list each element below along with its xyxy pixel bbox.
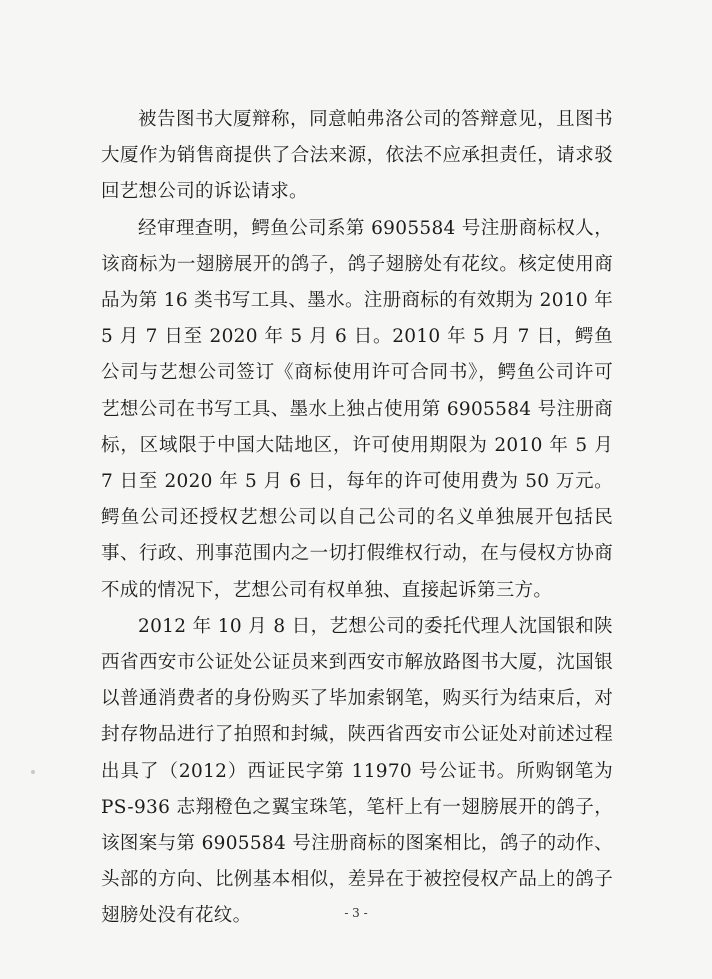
page-number: - 3 - (344, 906, 368, 920)
paragraph-defendant-reply: 被告图书大厦辩称，同意帕弗洛公司的答辩意见，且图书大厦作为销售商提供了合法来源，依法不应承担责任，请求驳回艺想公司的诉讼请求。 (101, 109, 613, 203)
paragraph-findings-purchase: 2012 年 10 月 8 日，艺想公司的委托代理人沈国银和陕西省西安市公证处公证员来到西安市解放路图书大厦，沈国银以普通消费者的身份购买了毕加索钢笔，购买行为结束后，对封存物品进行了拍照和封缄，陕西省西安市公证处对前述过程出具了（2012）西证民字第 11970 号公证书。所购钢笔为 PS-936 志翔橙色之翼宝珠笔，笔杆上有一翅膀展开的鸽子，该图案与第 6905584 号注册商标的图案相比，鸽子的动作、头部的方向、比例基本相似，差异在于被控侵权产品上的鸽子翅膀处没有花纹。 (101, 615, 613, 927)
paragraph-findings-trademark: 经审理查明，鳄鱼公司系第 6905584 号注册商标权人，该商标为一翅膀展开的鸽子，鸽子翅膀处有花纹。核定使用商品为第 16 类书写工具、墨水。注册商标的有效期为 2010 年 5 月 7 日至 2020 年 5 月 6 日。2010 年 5 月 7 日，鳄鱼公司与艺想公司签订《商标使用许可合同书》，鳄鱼公司许可艺想公司在书写工具、墨水上独占使用第 6905584 号注册商标，区域限于中国大陆地区，许可使用期限为 2010 年 5 月 7 日至 2020 年 5 月 6 日，每年的许可使用费为 50 万元。鳄鱼公司还授权艺想公司以自己公司的名义单独展开包括民事、行政、刑事范围内之一切打假维权行动，在与侵权方协商不成的情况下，艺想公司有权单独、直接起诉第三方。 (101, 217, 613, 601)
document-body (101, 102, 613, 935)
scan-mark (31, 770, 35, 774)
